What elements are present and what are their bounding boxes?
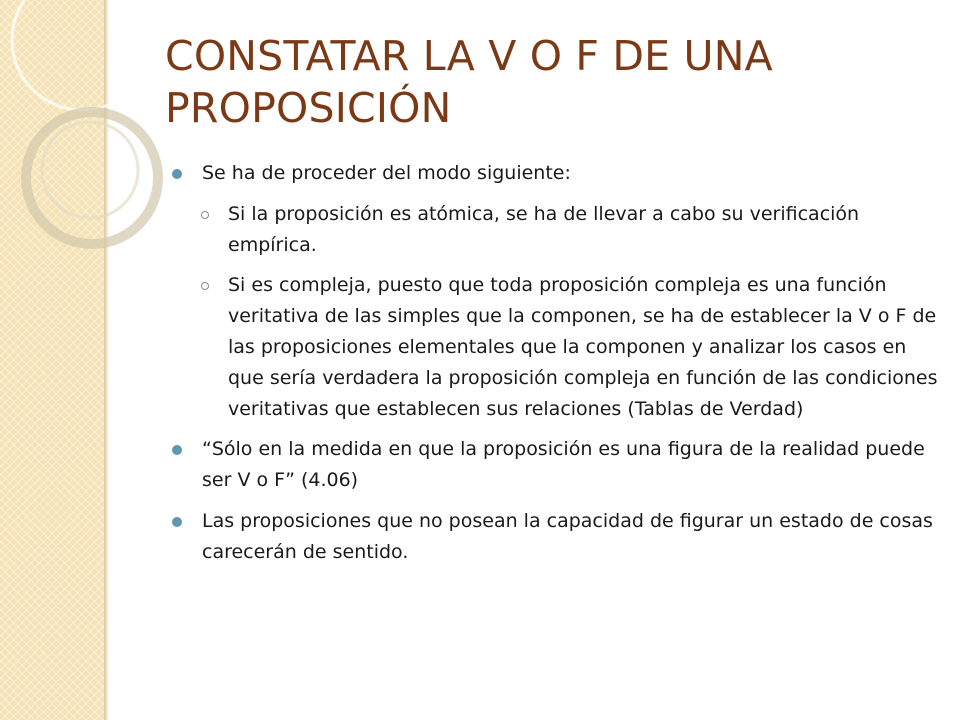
bullet-item [168, 158, 938, 189]
slide-content [168, 158, 938, 578]
sub-bullet-text: Si la proposición es atómica, se ha de llevar a cabo su verificación empírica. [228, 203, 860, 256]
sub-bullet-item [168, 199, 938, 261]
sub-bullet-item [168, 270, 938, 425]
sub-bullet-text: Si es compleja, puesto que toda proposición compleja es una función veritativa de las simples que la componen, se ha de establecer la V o F de las proposiciones elementales que la componen y analizar los casos en que sería verdadera la proposición compleja en función de las condiciones veritativas que establecen sus relaciones (Tablas de Verdad) [228, 274, 938, 420]
bullet-dot-icon [172, 517, 182, 527]
bullet-dot-icon [172, 445, 182, 455]
bullet-text: Se ha de proceder del modo siguiente: [202, 162, 571, 184]
bullet-text: Las proposiciones que no posean la capacidad de figurar un estado de cosas carecerán de sentido. [202, 510, 933, 563]
slide-title: CONSTATAR LA V O F DE UNA PROPOSICIÓN [165, 32, 773, 132]
bullet-item [168, 506, 938, 568]
bullet-text: “Sólo en la medida en que la proposición es una figura de la realidad puede ser V o F” (4.06) [202, 438, 925, 491]
hollow-circle-icon [201, 282, 209, 290]
deco-circle-top [12, 0, 152, 110]
hollow-circle-icon [201, 211, 209, 219]
bullet-item [168, 434, 938, 496]
bullet-dot-icon [172, 169, 182, 179]
deco-circle-inner [42, 122, 138, 218]
